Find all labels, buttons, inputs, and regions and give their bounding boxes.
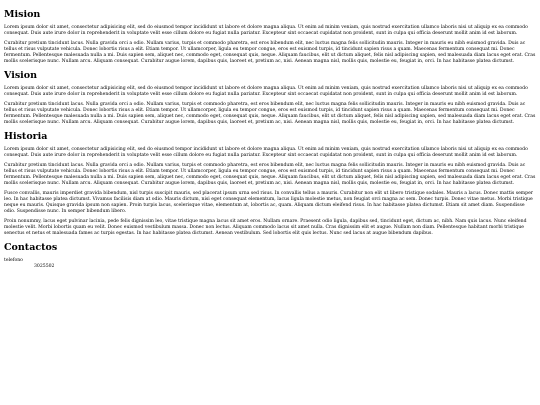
phone-number: 3025502 — [34, 264, 55, 269]
section-title: Vision — [4, 70, 38, 81]
section-vision — [4, 70, 536, 126]
contact-title: Contactos — [4, 242, 58, 253]
section-paragraph: Curabitur pretium tincidunt lacus. Nulla gravida orci a odio. Nullam varius, turpis et commodo pharetra, est eros bibendum elit, nec luctus magna felis sollicitudin mauris. Integer in mauris eu nibh euismod gravida. Duis ac tellus et risus vulputate vehicula. Donec lobortis risus a elit. Etiam tempor. Ut ullamcorper, ligula eu tempor congue, eros est euismod turpis, id tincidunt sapien risus a quam. Maecenas fermentum consequat mi. Donec fermentum. Pellentesque malesuada nulla a mi. Duis sapien sem, aliquet nec, commodo eget, consequat quis, neque. Aliquam faucibus, elit ut dictum aliquet, felis nisl adipiscing sapien, sed malesuada diam lacus eget erat. Cras mollis scelerisque nunc. Nullam arcu. Aliquam consequat. Curabitur augue lorem, dapibus quis, laoreet et, pretium ac, nisi. Aenean magna nisl, mollis quis, molestie eu, feugiat in, orci. In hac habitasse platea dictumst. — [4, 41, 536, 64]
section-paragraph: Lorem ipsum dolor sit amet, consectetur adipisicing elit, sed do eiusmod tempor incididunt ut labore et dolore magna aliqua. Ut enim ad minim veniam, quis nostrud exercitation ullamco laboris nisi ut aliquip ex ea commodo consequat. Duis aute irure dolor in reprehenderit in voluptate velit esse cillum dolore eu fugiat nulla pariatur. Excepteur sint occaecat cupidatat non proident, sunt in culpa qui officia deserunt mollit anim id est laborum. — [4, 25, 528, 36]
section-paragraph: Fusce convallis, mauris imperdiet gravida bibendum, nisl turpis suscipit mauris, sed placerat ipsum urna sed risus. In convallis tellus a mauris. Curabitur non elit ut libero tristique sodales. Mauris a lacus. Donec mattis semper leo. In hac habitasse platea dictumst. Vivamus facilisis diam at odio. Mauris dictum, nisi eget consequat elementum, lacus ligula molestie metus, non feugiat orci magna ac sem. Donec turpis. Donec vitae metus. Morbi tristique neque eu mauris. Quisque gravida ipsum non sapien. Proin turpis lacus, scelerisque vitae, elementum at, lobortis ac, quam. Aliquam dictum eleifend risus. In hac habitasse platea dictumst. Etiam sit amet diam. Suspendisse odio. Suspendisse nunc. In semper bibendum libero. — [4, 191, 534, 214]
section-paragraph: Lorem ipsum dolor sit amet, consectetur adipisicing elit, sed do eiusmod tempor incididunt ut labore et dolore magna aliqua. Ut enim ad minim veniam, quis nostrud exercitation ullamco laboris nisi ut aliquip ex ea commodo consequat. Duis aute irure dolor in reprehenderit in voluptate velit esse cillum dolore eu fugiat nulla pariatur. Excepteur sint occaecat cupidatat non proident, sunt in culpa qui officia deserunt mollit anim id est laborum. — [4, 86, 528, 97]
section-paragraph: Lorem ipsum dolor sit amet, consectetur adipisicing elit, sed do eiusmod tempor incididunt ut labore et dolore magna aliqua. Ut enim ad minim veniam, quis nostrud exercitation ullamco laboris nisi ut aliquip ex ea commodo consequat. Duis aute irure dolor in reprehenderit in voluptate velit esse cillum dolore eu fugiat nulla pariatur. Excepteur sint occaecat cupidatat non proident, sunt in culpa qui officia deserunt mollit anim id est laborum. — [4, 147, 528, 158]
section-historia — [4, 131, 536, 237]
section-paragraph: Proin nonummy, lacus eget pulvinar lacinia, pede felis dignissim leo, vitae tristique magna lacus sit amet eros. Nullam ornare. Praesent odio ligula, dapibus sed, tincidunt eget, dictum ac, nibh. Nam quis lacus. Nunc eleifend molestie velit. Morbi lobortis quam eu velit. Donec euismod vestibulum massa. Donec non lectus. Aliquam commodo lacus sit amet nulla. Cras dignissim elit et augue. Nullam non diam. Pellentesque habitant morbi tristique senectus et netus et malesuada fames ac turpis egestas. In hac habitasse platea dictumst. Aenean vestibulum. Sed lobortis elit quis lectus. Nunc sed lacus at augue bibendum dapibus. — [4, 219, 527, 236]
section-contactos — [4, 242, 536, 270]
section-mision — [4, 9, 536, 65]
section-title: Historia — [4, 131, 48, 142]
section-title: Mision — [4, 9, 41, 20]
section-paragraph: Curabitur pretium tincidunt lacus. Nulla gravida orci a odio. Nullam varius, turpis et commodo pharetra, est eros bibendum elit, nec luctus magna felis sollicitudin mauris. Integer in mauris eu nibh euismod gravida. Duis ac tellus et risus vulputate vehicula. Donec lobortis risus a elit. Etiam tempor. Ut ullamcorper, ligula eu tempor congue, eros est euismod turpis, id tincidunt sapien risus a quam. Maecenas fermentum consequat mi. Donec fermentum. Pellentesque malesuada nulla a mi. Duis sapien sem, aliquet nec, commodo eget, consequat quis, neque. Aliquam faucibus, elit ut dictum aliquet, felis nisl adipiscing sapien, sed malesuada diam lacus eget erat. Cras mollis scelerisque nunc. Nullam arcu. Aliquam consequat. Curabitur augue lorem, dapibus quis, laoreet et, pretium ac, nisi. Aenean magna nisl, mollis quis, molestie eu, feugiat in, orci. In hac habitasse platea dictumst. — [4, 102, 536, 125]
phone-label: telefono — [4, 258, 23, 263]
section-paragraph: Curabitur pretium tincidunt lacus. Nulla gravida orci a odio. Nullam varius, turpis et commodo pharetra, est eros bibendum elit, nec luctus magna felis sollicitudin mauris. Integer in mauris eu nibh euismod gravida. Duis ac tellus et risus vulputate vehicula. Donec lobortis risus a elit. Etiam tempor. Ut ullamcorper, ligula eu tempor congue, eros est euismod turpis, id tincidunt sapien risus a quam. Maecenas fermentum consequat mi. Donec fermentum. Pellentesque malesuada nulla a mi. Duis sapien sem, aliquet nec, commodo eget, consequat quis, neque. Aliquam faucibus, elit ut dictum aliquet, felis nisl adipiscing sapien, sed malesuada diam lacus eget erat. Cras mollis scelerisque nunc. Nullam arcu. Aliquam consequat. Curabitur augue lorem, dapibus quis, laoreet et, pretium ac, nisi. Aenean magna nisl, mollis quis, molestie eu, feugiat in, orci. In hac habitasse platea dictumst. — [4, 163, 536, 186]
